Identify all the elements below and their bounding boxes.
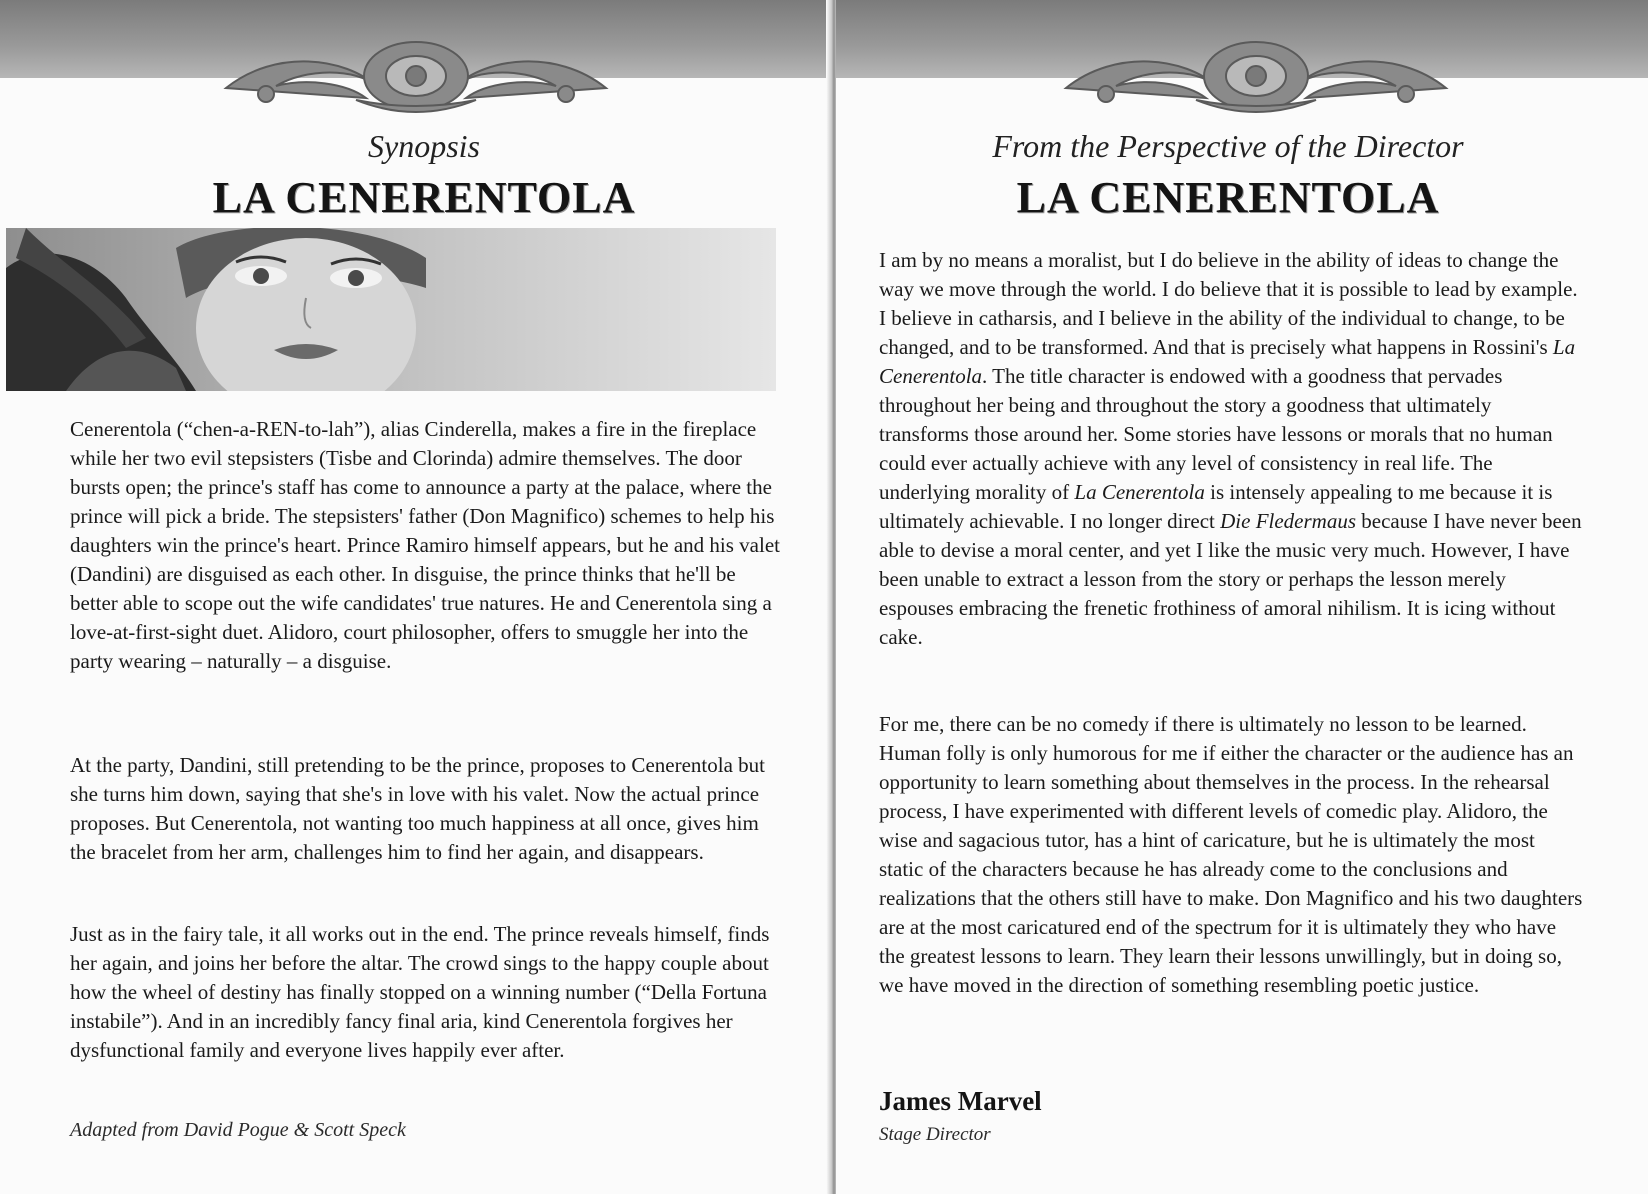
synopsis-paragraph-1: Cenerentola (“chen-a-REN-to-lah”), alias Cinderella, makes a fire in the fireplace while her two evil stepsisters (Tisbe and Clorinda) admire themselves. The door bursts open; the prince's staff has come to announce a party at the palace, where the prince will pick a bride. The stepsisters' father (Don Magnifico) schemes to help his daughters win the prince's heart. Prince Ramiro himself appears, but he and his valet (Dandini) are disguised as each other. In disguise, the prince thinks that he'll be better able to scope out the wife candidates' true natures. He and Cenerentola sing a love-at-first-sight duet. Alidoro, court philosopher, offers to smuggle her into the party wearing – naturally – a disguise. xyxy=(70,417,780,673)
cinderella-illustration xyxy=(6,228,776,391)
director-page xyxy=(836,0,1648,1194)
director-role: Stage Director xyxy=(879,1124,991,1145)
opera-title: La Cenerentola xyxy=(879,335,1576,388)
opera-title: Die Fledermaus xyxy=(1220,509,1357,533)
synopsis-paragraph-2: At the party, Dandini, still pretending to be the prince, proposes to Cenerentola but she turns him down, saying that she's in love with his valet. Now the actual prince proposes. But Cenerentola, not wanting too much happiness at all once, gives him the bracelet from her arm, challenges him to find her again, and disappears. xyxy=(70,753,765,864)
opera-title: La Cenerentola xyxy=(1074,480,1205,504)
director-name: James Marvel xyxy=(879,1086,1042,1116)
synopsis-paragraph-3: Just as in the fairy tale, it all works out in the end. The prince reveals himself, finds her again, and joins her before the altar. The crowd sings to the happy couple about how the wheel of destiny has finally stopped on a winning number (“Della Fortuna instabile”). And in an incredibly fancy final aria, kind Cenerentola forgives her dysfunctional family and everyone lives happily ever after. xyxy=(70,922,770,1062)
scroll-ornament-icon xyxy=(1046,28,1466,124)
director-title: LA CENERENTOLA xyxy=(1016,173,1440,222)
text-run: . The title character is endowed with a goodness that pervades throughout her being and throughout the story a goodness that ultimately transforms those around her. Some stories have lessons or morals that no human could ever actually achieve with any level of consistency in real life. The underlying morality of xyxy=(879,364,1553,504)
text-run: I am by no means a moralist, but I do believe in the ability of ideas to change the way we move through the world. I do believe that it is possible to lead by example. I believe in catharsis, and I believe in the ability of the individual to change, to be changed, and to be transformed. And that is precisely what happens in Rossini's xyxy=(879,248,1578,359)
director-subtitle: From the Perspective of the Director xyxy=(992,128,1464,164)
text-run: is intensely appealing to me because it is ultimately achievable. I no longer direct xyxy=(879,480,1553,533)
director-paragraph-1 xyxy=(879,246,1583,652)
synopsis-subtitle: Synopsis xyxy=(368,128,480,164)
text-run: because I have never been able to devise a moral center, and yet I like the music very much. However, I have been unable to extract a lesson from the story or perhaps the lesson merely espouses embracing the frenetic frothiness of amoral nihilism. It is icing without cake. xyxy=(879,509,1582,649)
synopsis-title: LA CENERENTOLA xyxy=(212,173,636,222)
director-paragraph-2: For me, there can be no comedy if there is ultimately no lesson to be learned. Human folly is only humorous for me if either the character or the audience has an opportunity to learn something about themselves in the process. In the rehearsal process, I have experimented with different levels of comedic play. Alidoro, the wise and sagacious tutor, has a hint of caricature, but he is ultimately the most static of the characters because he has already come to the conclusions and realizations that the others still have to make. Don Magnifico and his two daughters are at the most caricatured end of the spectrum for it is ultimately they who have the greatest lessons to learn. They learn their lessons unwillingly, but in doing so, we have moved in the direction of something resembling poetic justice. xyxy=(879,712,1583,997)
synopsis-credit: Adapted from David Pogue & Scott Speck xyxy=(70,1119,406,1141)
scroll-ornament-icon xyxy=(206,28,626,124)
